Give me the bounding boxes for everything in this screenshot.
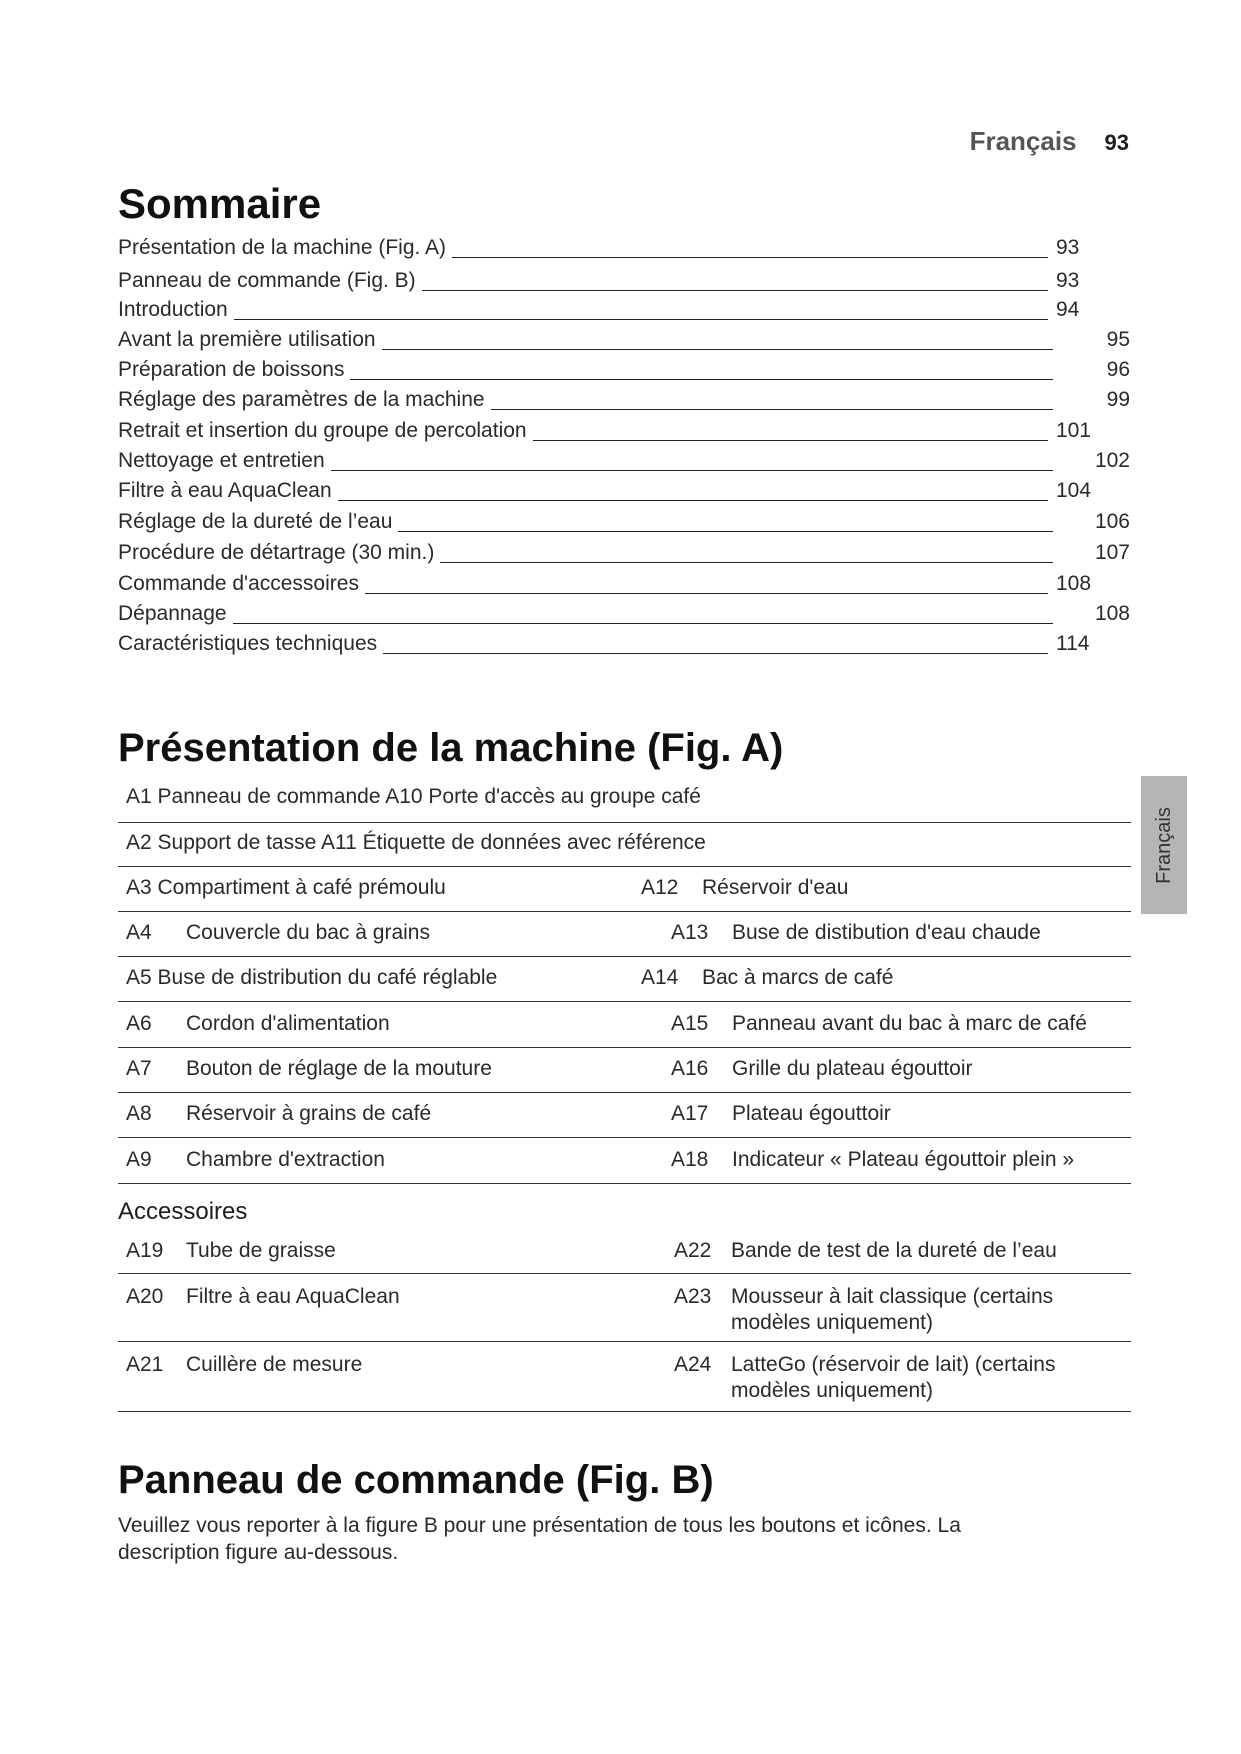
accessory-code: A24	[674, 1353, 712, 1376]
part-label: Réservoir d'eau	[702, 876, 849, 899]
accessory-label: Bande de test de la dureté de l’eau	[731, 1239, 1057, 1262]
table-row-divider	[118, 1092, 1131, 1093]
toc-entry	[118, 294, 1130, 326]
part-label: Cordon d'alimentation	[186, 1012, 390, 1035]
toc-entry-title: Dépannage	[118, 602, 233, 626]
accessory-code: A21	[126, 1353, 164, 1376]
table-row-divider	[118, 866, 1131, 867]
toc-entry-page: 104	[1056, 479, 1092, 502]
toc-entry-page: 114	[1056, 632, 1090, 655]
toc-leader-line	[118, 623, 1053, 624]
language-side-tab	[1141, 776, 1187, 914]
part-code: A9	[126, 1148, 152, 1171]
accessory-label: Mousseur à lait classique (certains	[731, 1285, 1054, 1308]
header-language: Français	[969, 126, 1077, 156]
toc-entry	[118, 445, 1130, 477]
table-row-divider	[118, 1047, 1131, 1048]
toc-entry	[118, 415, 1130, 447]
part-code: A18	[671, 1148, 709, 1171]
part-row-text: A2 Support de tasse A11 Étiquette de données avec référence	[126, 831, 706, 854]
toc-entry-page: 102	[1094, 449, 1130, 472]
panneau-intro-line-2: description figure au-dessous.	[118, 1541, 399, 1564]
accessory-code: A23	[674, 1285, 712, 1308]
part-code: A4	[126, 921, 152, 944]
accessory-code: A22	[674, 1239, 712, 1262]
part-code: A6	[126, 1012, 152, 1035]
toc-entry-page: 95	[1106, 328, 1130, 351]
toc-entry-title: Réglage de la dureté de l’eau	[118, 510, 398, 534]
table-row-divider	[118, 956, 1131, 957]
toc-entry-page: 99	[1106, 388, 1130, 411]
toc-entry-page: 93	[1056, 269, 1080, 292]
table-row-divider	[118, 1001, 1131, 1002]
part-code: A12	[641, 876, 679, 899]
accessory-label: Tube de graisse	[186, 1239, 336, 1262]
panneau-intro-line-1: Veuillez vous reporter à la figure B pour une présentation de tous les boutons et icônes. La	[118, 1514, 961, 1537]
toc-entry	[118, 506, 1130, 538]
toc-entry-title: Présentation de la machine (Fig. A)	[118, 236, 452, 260]
accessory-label: Cuillère de mesure	[186, 1353, 363, 1376]
part-label: Bac à marcs de café	[702, 966, 894, 989]
table-row-divider	[118, 822, 1131, 823]
part-code: A13	[671, 921, 709, 944]
sommaire-title: Sommaire	[118, 180, 322, 227]
table-row-divider	[118, 1183, 1131, 1184]
toc-entry-page: 106	[1094, 510, 1130, 533]
page-number: 93	[1104, 130, 1129, 155]
accessory-label: LatteGo (réservoir de lait) (certains	[731, 1353, 1056, 1376]
table-row-divider	[118, 1273, 1131, 1274]
table-row-divider	[118, 1137, 1131, 1138]
part-label: Couvercle du bac à grains	[186, 921, 430, 944]
toc-entry	[118, 232, 1130, 264]
part-code: A15	[671, 1012, 709, 1035]
toc-entry-title: Retrait et insertion du groupe de percolation	[118, 419, 533, 443]
toc-entry-page: 101	[1056, 419, 1092, 442]
part-left-text: A5 Buse de distribution du café réglable	[126, 966, 498, 989]
part-code: A8	[126, 1102, 152, 1125]
toc-entry-page: 108	[1056, 572, 1092, 595]
toc-entry	[118, 568, 1130, 600]
part-code: A16	[671, 1057, 709, 1080]
part-left-text: A3 Compartiment à café prémoulu	[126, 876, 446, 899]
accessory-label: modèles uniquement)	[731, 1379, 933, 1402]
part-code: A17	[671, 1102, 709, 1125]
part-code: A14	[641, 966, 679, 989]
panneau-title: Panneau de commande (Fig. B)	[118, 1458, 714, 1502]
part-label: Plateau égouttoir	[732, 1102, 891, 1125]
panneau-intro	[118, 1512, 1038, 1566]
part-code: A7	[126, 1057, 152, 1080]
toc-entry-title: Procédure de détartrage (30 min.)	[118, 541, 440, 565]
toc-entry	[118, 628, 1130, 660]
toc-entry-page: 93	[1056, 236, 1080, 259]
toc-entry-title: Introduction	[118, 298, 234, 322]
part-label: Grille du plateau égouttoir	[732, 1057, 973, 1080]
accessoires-heading: Accessoires	[118, 1198, 248, 1225]
part-row-text: A1 Panneau de commande A10 Porte d'accès au groupe café	[126, 785, 701, 808]
toc-entry-title: Commande d'accessoires	[118, 572, 365, 596]
accessory-code: A19	[126, 1239, 164, 1262]
toc-entry	[118, 475, 1130, 507]
toc-leader-line	[118, 319, 1048, 320]
part-label: Buse de distibution d'eau chaude	[732, 921, 1041, 944]
toc-entry-title: Filtre à eau AquaClean	[118, 479, 338, 503]
toc-entry-title: Préparation de boissons	[118, 358, 350, 382]
toc-entry-page: 107	[1094, 541, 1130, 564]
toc-entry-page: 96	[1106, 358, 1130, 381]
toc-entry	[118, 324, 1130, 356]
toc-entry	[118, 384, 1130, 416]
toc-entry-title: Nettoyage et entretien	[118, 449, 331, 473]
toc-entry-title: Réglage des paramètres de la machine	[118, 388, 491, 412]
toc-entry	[118, 354, 1130, 386]
table-row-divider	[118, 1341, 1131, 1342]
toc-entry	[118, 265, 1130, 297]
accessory-label: modèles uniquement)	[731, 1311, 933, 1334]
toc-entry	[118, 598, 1130, 630]
part-label: Indicateur « Plateau égouttoir plein »	[732, 1148, 1075, 1171]
part-label: Réservoir à grains de café	[186, 1102, 432, 1125]
accessory-code: A20	[126, 1285, 164, 1308]
toc-entry-title: Avant la première utilisation	[118, 328, 382, 352]
part-label: Chambre d'extraction	[186, 1148, 385, 1171]
table-row-divider	[118, 1411, 1131, 1412]
toc-entry-title: Panneau de commande (Fig. B)	[118, 269, 422, 293]
side-tab-label: Français	[1152, 806, 1175, 884]
toc-entry-title: Caractéristiques techniques	[118, 632, 383, 656]
table-row-divider	[118, 911, 1131, 912]
part-label: Bouton de réglage de la mouture	[186, 1057, 492, 1080]
part-label: Panneau avant du bac à marc de café	[732, 1012, 1087, 1035]
toc-entry-page: 94	[1056, 298, 1080, 321]
presentation-title: Présentation de la machine (Fig. A)	[118, 726, 784, 770]
toc-entry	[118, 537, 1130, 569]
page-header	[970, 126, 1129, 157]
accessory-label: Filtre à eau AquaClean	[186, 1285, 400, 1308]
toc-entry-page: 108	[1094, 602, 1130, 625]
